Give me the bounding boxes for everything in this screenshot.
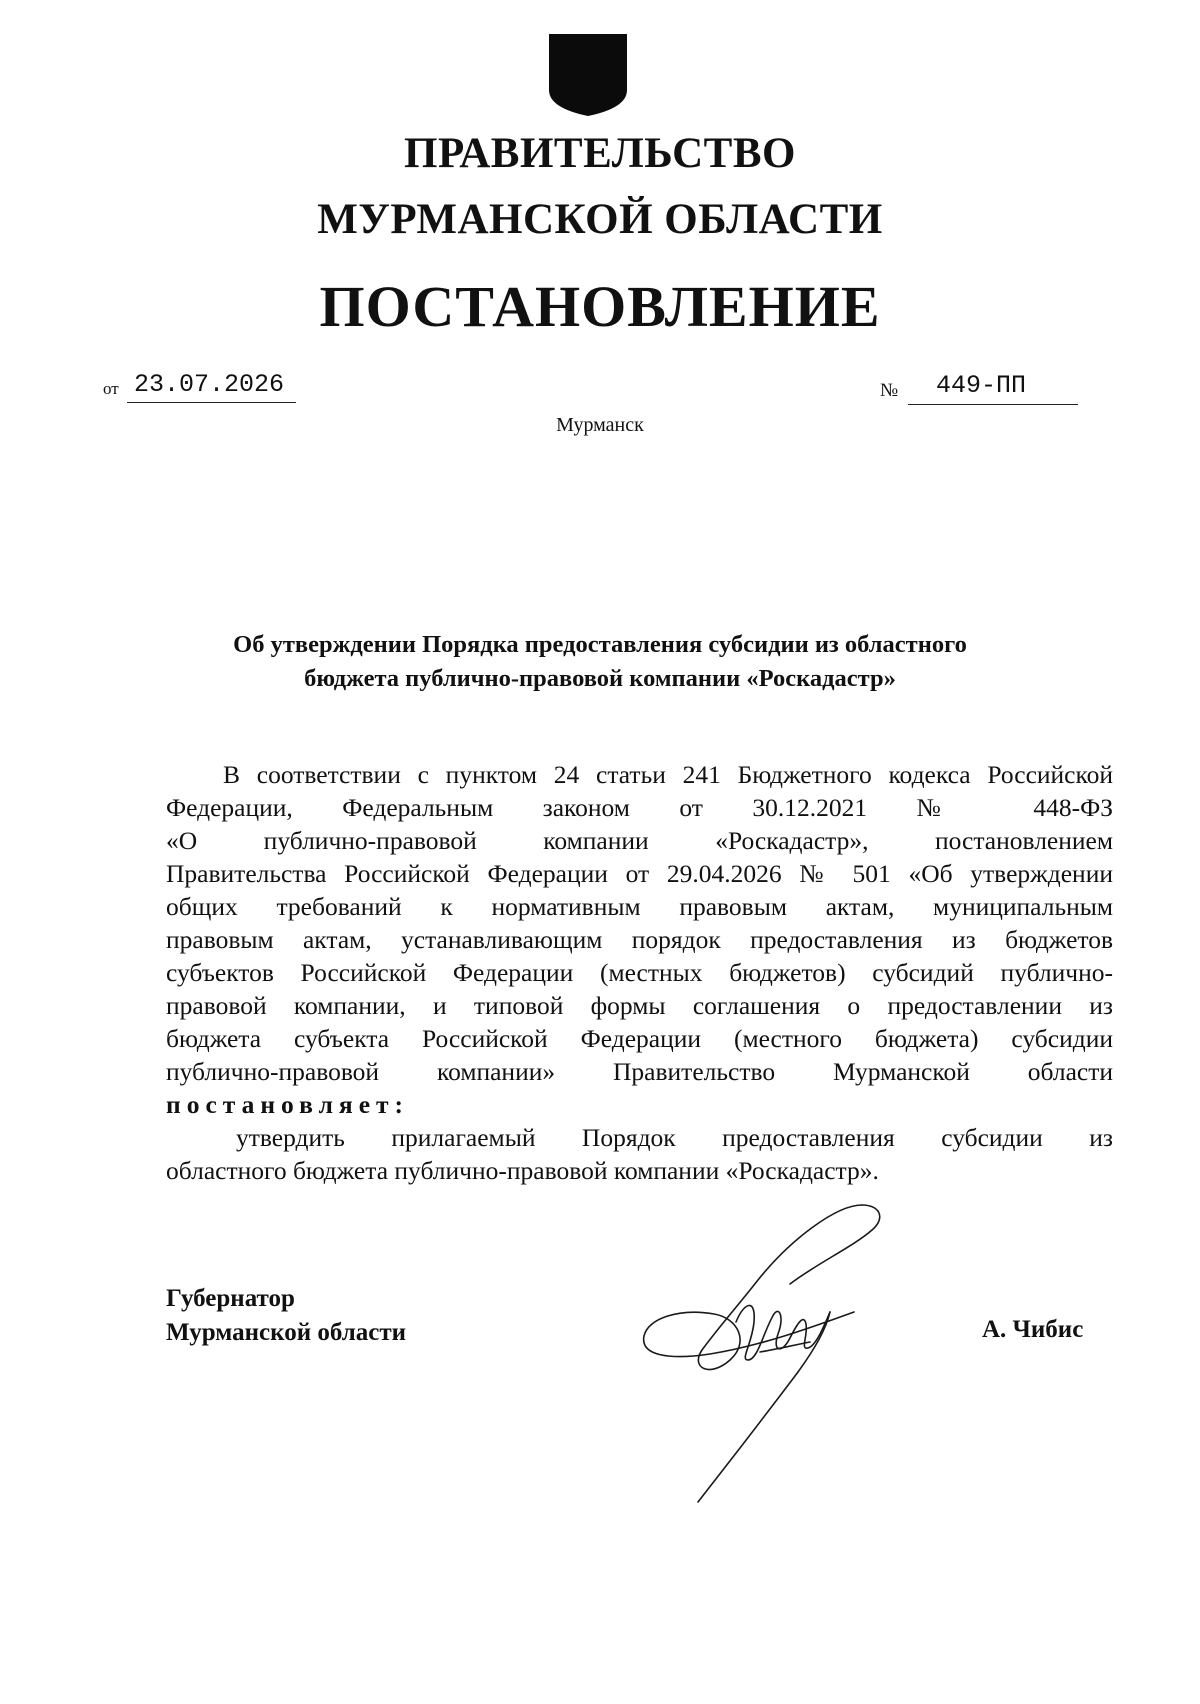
signer-name: А. Чибис — [982, 1316, 1084, 1343]
body-line: правовой компании, и типовой формы соглашения о предоставлении из — [166, 991, 1113, 1020]
signer-position — [166, 1282, 406, 1350]
number-underline — [908, 404, 1078, 405]
body-line: бюджета субъекта Российской Федерации (местного бюджета) субсидии — [166, 1024, 1113, 1053]
body-line: Правительства Российской Федерации от 29.04.2026 № 501 «Об утверждении — [166, 859, 1113, 888]
body-line: В соответствии с пунктом 24 статьи 241 Бюджетного кодекса Российской — [223, 760, 1113, 789]
document-date: 23.07.2026 — [134, 370, 285, 399]
body-line: субъектов Российской Федерации (местных бюджетов) субсидий публично- — [166, 958, 1113, 987]
signer-position-line1: Губернатор — [166, 1285, 295, 1312]
document-number: 449-ПП — [936, 371, 1027, 400]
coat-of-arms-emblem — [547, 32, 629, 118]
organization-name-line1: ПРАВИТЕЛЬСТВО — [404, 130, 796, 177]
body-line: Федерации, Федеральным законом от 30.12.2021 № 448-ФЗ — [166, 793, 1113, 822]
document-type-heading: ПОСТАНОВЛЕНИЕ — [319, 274, 881, 339]
document-title-line2: бюджета публично-правовой компании «Роскадастр» — [304, 665, 896, 692]
body-line: публично-правовой компании» Правительство Мурманской области — [166, 1057, 1113, 1086]
resolves-word: постановляет: — [166, 1090, 410, 1119]
decision-line: утвердить прилагаемый Порядок предоставления субсидии из — [236, 1123, 1113, 1152]
document-body — [166, 758, 1113, 1187]
body-line: общих требований к нормативным правовым актам, муниципальным — [166, 892, 1113, 921]
signer-position-line2: Мурманской области — [166, 1319, 407, 1346]
document-title-line1: Об утверждении Порядка предоставления субсидии из областного — [233, 631, 967, 658]
decision-line: областного бюджета публично-правовой компании «Роскадастр». — [166, 1156, 879, 1185]
date-prefix-label: от — [103, 379, 119, 398]
handwritten-signature — [640, 1200, 900, 1510]
city-name: Мурманск — [556, 414, 644, 436]
document-title — [150, 628, 1050, 696]
number-prefix-label: № — [880, 380, 899, 401]
body-line: правовым актам, устанавливающим порядок предоставления из бюджетов — [166, 925, 1113, 954]
date-underline — [127, 402, 296, 403]
body-line: «О публично-правовой компании «Роскадастр», постановлением — [166, 826, 1113, 855]
organization-name-line2: МУРМАНСКОЙ ОБЛАСТИ — [317, 196, 883, 243]
